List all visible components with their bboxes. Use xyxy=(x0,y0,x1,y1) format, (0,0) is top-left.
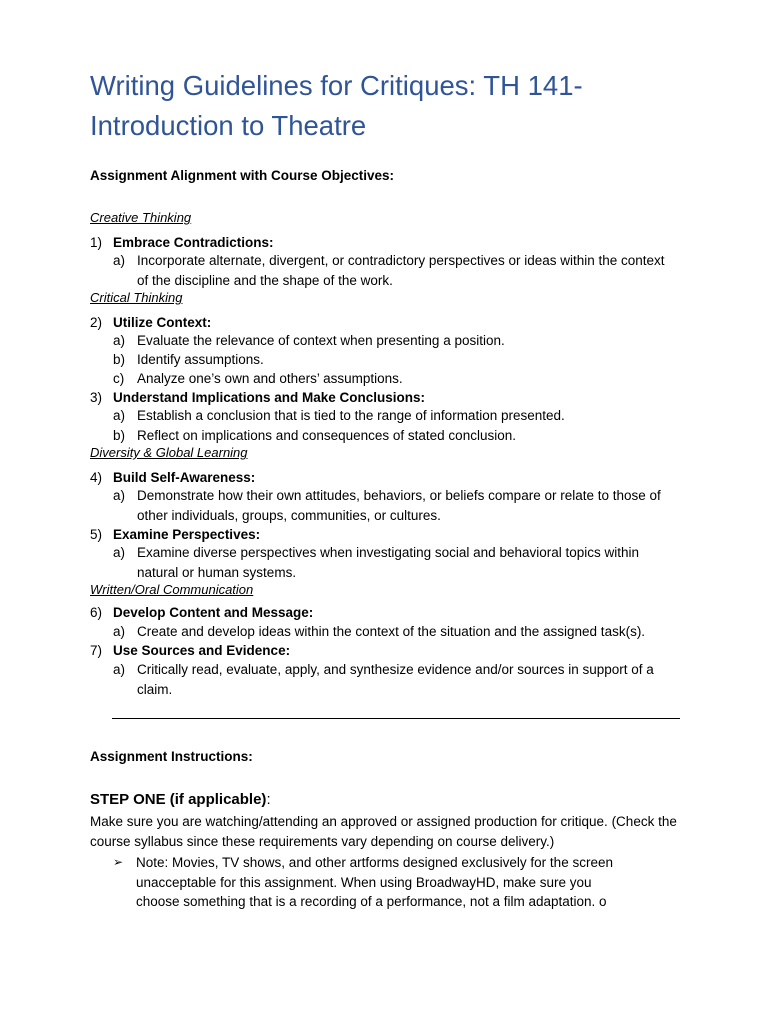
sub-item xyxy=(113,426,673,446)
objective-item xyxy=(90,603,313,622)
title-line-1: Writing Guidelines for Critiques: TH 141- xyxy=(90,70,583,101)
sub-text: Incorporate alternate, divergent, or contradictory perspectives or ideas within the context of the discipline and the shape of the work. xyxy=(137,253,665,288)
category-critical-thinking: Critical Thinking xyxy=(90,290,183,305)
sub-item xyxy=(113,369,673,389)
category-written-oral-communication: Written/Oral Communication xyxy=(90,582,254,597)
sub-marker: b) xyxy=(113,352,126,367)
objective-item xyxy=(90,313,211,332)
item-number: 4) xyxy=(90,470,103,485)
arrow-bullet-icon: ➢ xyxy=(113,855,124,869)
sub-marker: a) xyxy=(113,253,126,268)
sub-text: Examine diverse perspectives when investigating social and behavioral topics within natural or human systems. xyxy=(137,545,640,580)
sub-text: Analyze one’s own and others’ assumptions. xyxy=(137,371,403,386)
sub-text: Establish a conclusion that is tied to the range of information presented. xyxy=(137,408,565,423)
item-number: 6) xyxy=(90,605,103,620)
item-label: Use Sources and Evidence: xyxy=(113,643,291,658)
objective-item xyxy=(90,641,290,660)
objective-item xyxy=(90,468,255,487)
item-number: 5) xyxy=(90,527,103,542)
sub-marker: a) xyxy=(113,333,126,348)
sub-item xyxy=(113,660,673,699)
step-one-label: STEP ONE (if applicable) xyxy=(90,791,267,808)
item-number: 1) xyxy=(90,235,103,250)
sub-marker: a) xyxy=(113,545,126,560)
sub-text: Reflect on implications and consequences of stated conclusion. xyxy=(137,428,516,443)
step-one-heading xyxy=(90,791,271,809)
instructions-heading: Assignment Instructions: xyxy=(90,749,253,764)
item-label: Utilize Context: xyxy=(113,315,212,330)
objective-item xyxy=(90,233,274,252)
sub-item xyxy=(113,543,673,582)
item-number: 2) xyxy=(90,315,103,330)
sub-marker: a) xyxy=(113,408,126,423)
step-one-paragraph: Make sure you are watching/attending an approved or assigned production for critique. (Check the course syllabus since these requirements vary depending on course delivery.) xyxy=(90,814,677,849)
item-number: 7) xyxy=(90,643,103,658)
category-creative-thinking: Creative Thinking xyxy=(90,210,192,225)
sub-item xyxy=(113,331,673,351)
sub-text: Identify assumptions. xyxy=(137,352,264,367)
sub-text: Critically read, evaluate, apply, and synthesize evidence and/or sources in support of a claim. xyxy=(137,662,654,697)
item-label: Develop Content and Message: xyxy=(113,605,314,620)
sub-item xyxy=(113,486,673,525)
sub-item xyxy=(113,350,673,370)
sub-text: Create and develop ideas within the context of the situation and the assigned task(s). xyxy=(137,624,646,639)
item-number: 3) xyxy=(90,390,103,405)
item-label: Examine Perspectives: xyxy=(113,527,261,542)
sub-marker: b) xyxy=(113,428,126,443)
item-label: Embrace Contradictions: xyxy=(113,235,274,250)
step-one-colon: : xyxy=(266,791,271,808)
sub-marker: a) xyxy=(113,662,126,677)
objective-item xyxy=(90,388,425,407)
sub-item xyxy=(113,622,673,642)
objective-item xyxy=(90,525,260,544)
sub-marker: a) xyxy=(113,624,126,639)
document-title xyxy=(90,66,690,146)
note-text: Note: Movies, TV shows, and other artforms designed exclusively for the screen unacceptable for this assignment. When using BroadwayHD, make sure you choose something that is a recording of a performance, not a film adaptation. o xyxy=(136,855,613,909)
sub-marker: c) xyxy=(113,371,125,386)
item-label: Understand Implications and Make Conclusions: xyxy=(113,390,426,405)
item-label: Build Self-Awareness: xyxy=(113,470,256,485)
category-diversity-global-learning: Diversity & Global Learning xyxy=(90,445,248,460)
sub-text: Evaluate the relevance of context when presenting a position. xyxy=(137,333,505,348)
sub-item xyxy=(113,406,673,426)
title-line-2: Introduction to Theatre xyxy=(90,110,367,141)
alignment-heading: Assignment Alignment with Course Objectives: xyxy=(90,168,395,183)
sub-text: Demonstrate how their own attitudes, behaviors, or beliefs compare or relate to those of other individuals, groups, communities, or cultures. xyxy=(137,488,661,523)
note-bullet xyxy=(113,853,633,912)
horizontal-divider xyxy=(112,718,680,719)
sub-item xyxy=(113,251,673,290)
sub-marker: a) xyxy=(113,488,126,503)
